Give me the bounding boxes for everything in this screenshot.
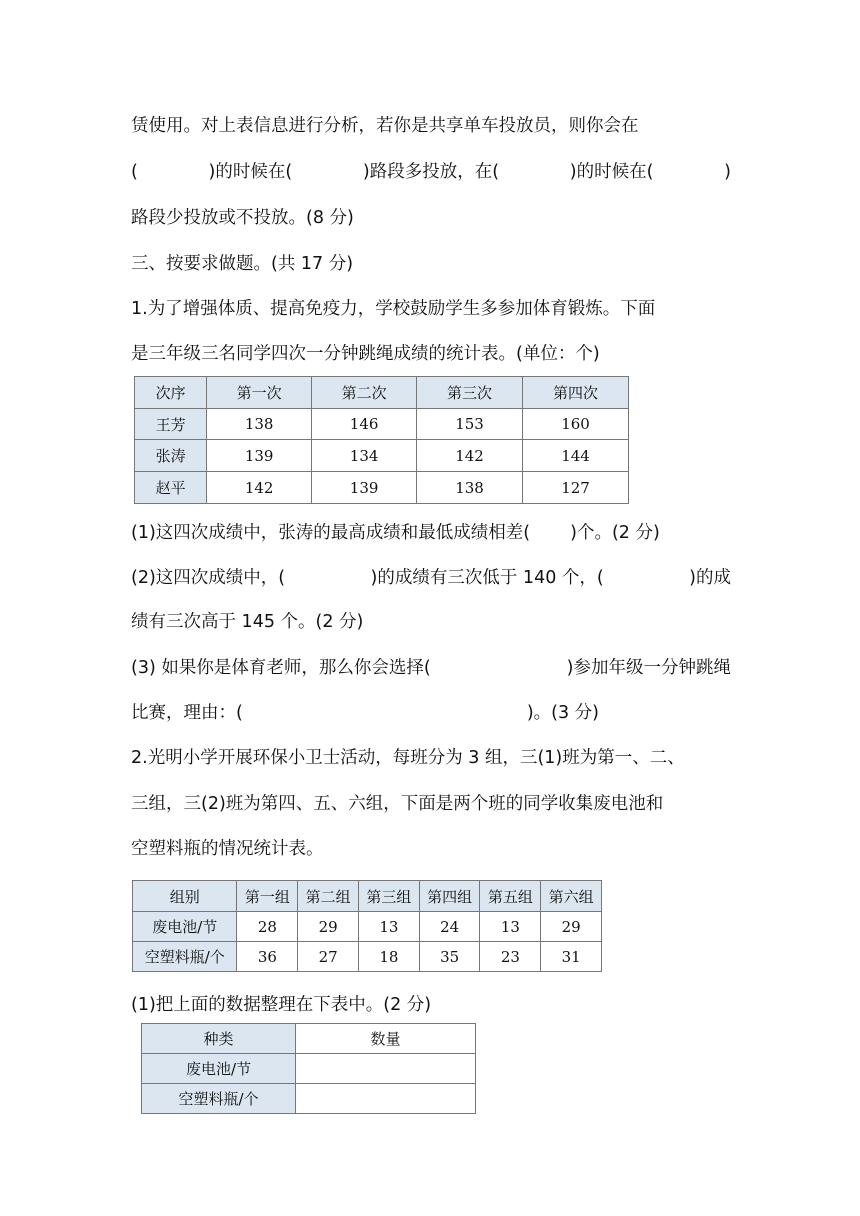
- table-row: [142, 1084, 476, 1114]
- blank-text: )。(3 分): [526, 703, 600, 723]
- blank-text: (3) 如果你是体育老师，那么你会选择(: [131, 658, 431, 678]
- blank-text: )的成: [689, 568, 731, 588]
- recycling-table: [132, 880, 602, 972]
- blank-text: )的时候在(: [569, 162, 654, 182]
- table-row: [135, 409, 629, 440]
- table-cell: 29: [541, 912, 602, 942]
- table-cell: 18: [358, 942, 419, 972]
- table-header: 数量: [296, 1024, 476, 1054]
- table-cell: 31: [541, 942, 602, 972]
- blank-text: ): [724, 162, 731, 182]
- blank-text: )的成绩有三次低于 140 个，(: [370, 568, 604, 588]
- table-cell: 24: [419, 912, 480, 942]
- row-header: 废电池/节: [133, 912, 237, 942]
- blank-text: )路段多投放，在(: [362, 162, 500, 182]
- table-cell: 13: [480, 912, 541, 942]
- q1-line1: 1.为了增强体质、提高免疫力，学校鼓励学生多参加体育锻炼。下面: [131, 299, 656, 319]
- blank-text: (: [131, 162, 138, 182]
- blank-text: 比赛，理由：(: [131, 703, 243, 723]
- table-cell: 142: [207, 472, 312, 504]
- table-cell: 139: [312, 472, 417, 504]
- q1-sub3-line2: [131, 701, 599, 725]
- table-header: 种类: [142, 1024, 296, 1054]
- table-cell: 160: [523, 409, 629, 440]
- table-row: [142, 1054, 476, 1084]
- table-header: 第五组: [480, 881, 541, 912]
- blank-text: )的时候在(: [208, 162, 293, 182]
- answer-cell: [296, 1084, 476, 1114]
- table-row: [135, 472, 629, 504]
- table-cell: 28: [237, 912, 298, 942]
- table-header: 第三次: [417, 377, 523, 409]
- table-header: 第六组: [541, 881, 602, 912]
- q2-sub1: (1)把上面的数据整理在下表中。(2 分): [131, 995, 432, 1015]
- table-row: [135, 440, 629, 472]
- para-a-line2: [131, 160, 731, 184]
- q1-sub2-line2: 绩有三次高于 145 个。(2 分): [131, 612, 364, 632]
- q1-sub2-line1: [131, 566, 731, 590]
- table-header: 第四次: [523, 377, 629, 409]
- blank-text: (1)这四次成绩中，张涛的最高成绩和最低成绩相差(: [131, 523, 531, 543]
- table-header: 第一次: [207, 377, 312, 409]
- q1-sub1: [131, 521, 660, 545]
- table-header: 第二次: [312, 377, 417, 409]
- table-cell: 13: [358, 912, 419, 942]
- table-cell: 23: [480, 942, 541, 972]
- table-cell: 29: [298, 912, 359, 942]
- para-a-line3: 路段少投放或不投放。(8 分): [131, 208, 354, 228]
- q2-line3: 空塑料瓶的情况统计表。: [131, 839, 324, 859]
- table-cell: 153: [417, 409, 523, 440]
- row-header: 废电池/节: [142, 1054, 296, 1084]
- para-a-line1: 赁使用。对上表信息进行分析，若你是共享单车投放员，则你会在: [131, 116, 639, 136]
- table-cell: 146: [312, 409, 417, 440]
- table-cell: 134: [312, 440, 417, 472]
- table-cell: 127: [523, 472, 629, 504]
- q2-line2: 三组，三(2)班为第四、五、六组，下面是两个班的同学收集废电池和: [131, 794, 664, 814]
- table-cell: 144: [523, 440, 629, 472]
- table-cell: 142: [417, 440, 523, 472]
- row-header: 空塑料瓶/个: [133, 942, 237, 972]
- table-row: [133, 942, 602, 972]
- blank-text: )个。(2 分): [570, 523, 660, 543]
- table-header: 组别: [133, 881, 237, 912]
- section-heading: 三、按要求做题。(共 17 分): [131, 254, 354, 274]
- table-header: 第三组: [358, 881, 419, 912]
- row-header: 王芳: [135, 409, 207, 440]
- table-header: 第二组: [298, 881, 359, 912]
- row-header: 赵平: [135, 472, 207, 504]
- table-header: 第一组: [237, 881, 298, 912]
- table-cell: 35: [419, 942, 480, 972]
- q1-sub3-line1: [131, 656, 731, 680]
- table-header: 次序: [135, 377, 207, 409]
- row-header: 张涛: [135, 440, 207, 472]
- blank-text: (2)这四次成绩中，(: [131, 568, 286, 588]
- table-cell: 138: [417, 472, 523, 504]
- table-header: 第四组: [419, 881, 480, 912]
- row-header: 空塑料瓶/个: [142, 1084, 296, 1114]
- jump-rope-table: [134, 376, 629, 504]
- q1-line2: 是三年级三名同学四次一分钟跳绳成绩的统计表。(单位：个): [131, 344, 600, 364]
- blank-text: )参加年级一分钟跳绳: [566, 658, 731, 678]
- table-cell: 36: [237, 942, 298, 972]
- table-cell: 27: [298, 942, 359, 972]
- q2-line1: 2.光明小学开展环保小卫士活动，每班分为 3 组，三(1)班为第一、二、: [131, 748, 685, 768]
- table-cell: 138: [207, 409, 312, 440]
- summary-table: [141, 1023, 476, 1114]
- table-cell: 139: [207, 440, 312, 472]
- table-row: [133, 912, 602, 942]
- answer-cell: [296, 1054, 476, 1084]
